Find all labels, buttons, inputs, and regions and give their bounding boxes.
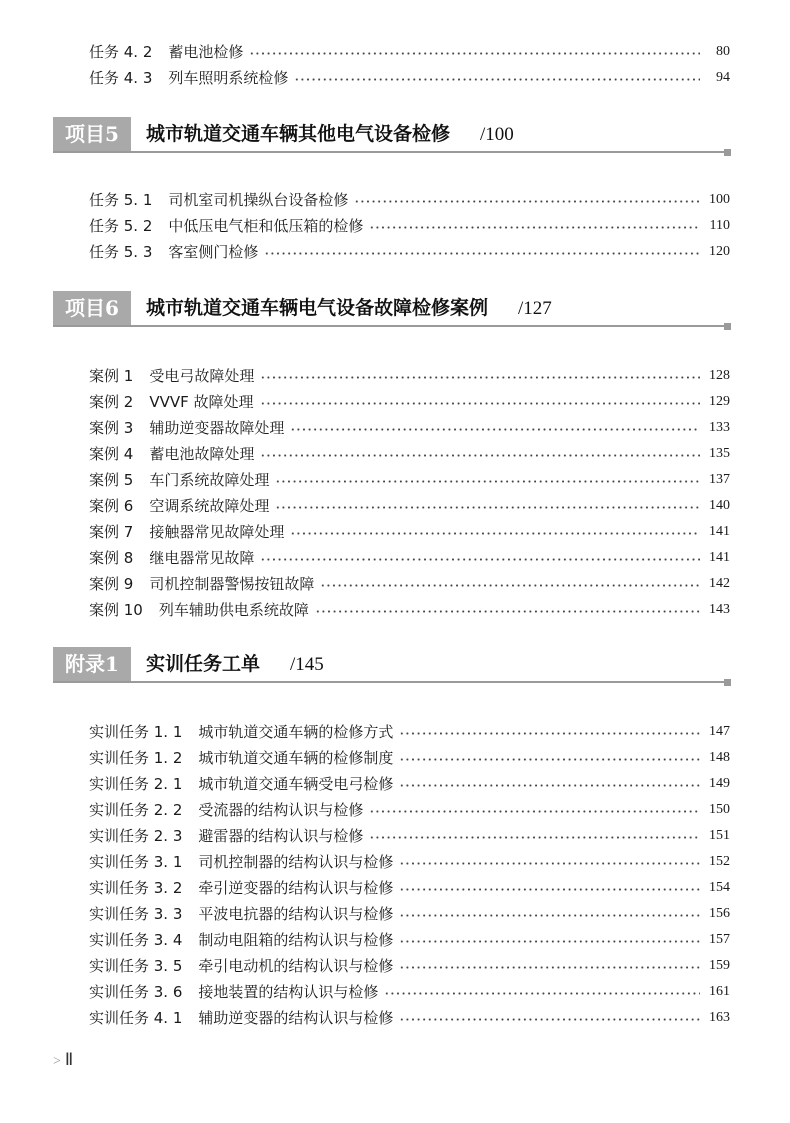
case-label: 案例 1 (89, 367, 134, 385)
page-number: 159 (709, 958, 730, 973)
page-number: 156 (709, 906, 730, 921)
page-number: 137 (709, 472, 730, 487)
toc-entry[interactable] (89, 798, 730, 822)
page-number: 135 (709, 446, 730, 461)
dot-leader (320, 584, 700, 587)
case-title: 车门系统故障处理 (149, 471, 270, 489)
page-number: 129 (709, 394, 730, 409)
training-title: 城市轨道交通车辆的检修制度 (198, 749, 394, 767)
toc-entry[interactable] (89, 546, 730, 570)
toc-entry[interactable] (89, 390, 730, 414)
training-label: 实训任务 3. 2 (89, 879, 183, 897)
section-header-project6[interactable] (53, 291, 731, 327)
case-title: VVVF 故障处理 (149, 393, 254, 411)
dot-leader (249, 52, 700, 55)
toc-entry[interactable] (89, 442, 730, 466)
page-number: 149 (709, 776, 730, 791)
training-title: 制动电阻箱的结构认识与检修 (198, 931, 394, 949)
case-label: 案例 2 (89, 393, 134, 411)
toc-entry[interactable] (89, 980, 730, 1004)
training-label: 实训任务 3. 3 (89, 905, 183, 923)
case-title: 列车辅助供电系统故障 (158, 601, 309, 619)
page-footer (53, 1050, 73, 1070)
case-label: 案例 5 (89, 471, 134, 489)
dot-leader (260, 454, 700, 457)
page-number: 163 (709, 1010, 730, 1025)
dot-leader (399, 758, 700, 761)
toc-entry[interactable] (89, 416, 730, 440)
dot-leader (290, 532, 700, 535)
toc-entry[interactable] (89, 494, 730, 518)
training-title: 辅助逆变器的结构认识与检修 (198, 1009, 394, 1027)
dot-leader (290, 428, 700, 431)
dot-leader (264, 252, 700, 255)
page-number: 150 (709, 802, 730, 817)
dot-leader (384, 992, 700, 995)
dot-leader (260, 558, 700, 561)
section-page: /100 (480, 124, 514, 145)
dot-leader (354, 200, 700, 203)
training-title: 城市轨道交通车辆的检修方式 (198, 723, 394, 741)
page-number: 143 (709, 602, 730, 617)
training-title: 司机控制器的结构认识与检修 (198, 853, 394, 871)
toc-entry[interactable] (89, 1006, 730, 1030)
rule-end-marker (724, 679, 731, 686)
training-title: 受流器的结构认识与检修 (198, 801, 364, 819)
chevron-right-icon: > (53, 1054, 61, 1069)
task-title: 列车照明系统检修 (168, 69, 289, 87)
dot-leader (294, 78, 700, 81)
page-number: 80 (716, 44, 730, 59)
training-label: 实训任务 2. 2 (89, 801, 183, 819)
training-label: 实训任务 3. 5 (89, 957, 183, 975)
toc-entry[interactable] (89, 364, 730, 388)
task-label: 任务 5. 3 (89, 243, 153, 261)
case-title: 接触器常见故障处理 (149, 523, 285, 541)
toc-entry[interactable] (89, 928, 730, 952)
task-label: 任务 5. 2 (89, 217, 153, 235)
case-title: 空调系统故障处理 (149, 497, 270, 515)
page-number: 148 (709, 750, 730, 765)
page-number: 141 (709, 550, 730, 565)
training-label: 实训任务 2. 1 (89, 775, 183, 793)
training-label: 实训任务 2. 3 (89, 827, 183, 845)
page-number: 152 (709, 854, 730, 869)
case-label: 案例 6 (89, 497, 134, 515)
dot-leader (260, 402, 701, 405)
page-number: 154 (709, 880, 730, 895)
toc-entry[interactable] (89, 468, 730, 492)
case-title: 司机控制器警惕按钮故障 (149, 575, 315, 593)
task-label: 任务 5. 1 (89, 191, 153, 209)
case-title: 蓄电池故障处理 (149, 445, 255, 463)
training-label: 实训任务 3. 1 (89, 853, 183, 871)
dot-leader (399, 784, 700, 787)
page-number: 140 (709, 498, 730, 513)
section-title (146, 291, 552, 325)
case-label: 案例 10 (89, 601, 143, 619)
case-title: 辅助逆变器故障处理 (149, 419, 285, 437)
toc-entry[interactable] (89, 954, 730, 978)
toc-entry[interactable] (89, 772, 730, 796)
toc-entry[interactable] (89, 850, 730, 874)
training-title: 接地装置的结构认识与检修 (198, 983, 379, 1001)
page-number: 100 (709, 192, 730, 207)
dot-leader (369, 226, 700, 229)
case-label: 案例 9 (89, 575, 134, 593)
dot-leader (399, 888, 700, 891)
section-header-appendix1[interactable] (53, 647, 731, 683)
section-tab: 项目5 (53, 117, 131, 151)
dot-leader (399, 966, 700, 969)
toc-entry[interactable] (89, 572, 730, 596)
page-number: 94 (716, 70, 730, 85)
page-number: 133 (709, 420, 730, 435)
case-title: 受电弓故障处理 (149, 367, 255, 385)
dot-leader (399, 914, 700, 917)
training-label: 实训任务 4. 1 (89, 1009, 183, 1027)
page-number: 161 (709, 984, 730, 999)
dot-leader (260, 376, 700, 379)
toc-entry[interactable] (89, 598, 730, 622)
dot-leader (399, 1018, 700, 1021)
page-number: 157 (709, 932, 730, 947)
task-label: 任务 4. 3 (89, 69, 153, 87)
toc-entry[interactable] (89, 902, 730, 926)
toc-entry[interactable] (89, 520, 730, 544)
training-title: 避雷器的结构认识与检修 (198, 827, 364, 845)
case-label: 案例 7 (89, 523, 134, 541)
section-title-text: 城市轨道交通车辆其他电气设备检修 (146, 123, 451, 145)
task-title: 中低压电气柜和低压箱的检修 (168, 217, 364, 235)
dot-leader (369, 810, 700, 813)
toc-entry[interactable] (89, 66, 730, 90)
training-title: 平波电抗器的结构认识与检修 (198, 905, 394, 923)
case-label: 案例 3 (89, 419, 134, 437)
case-label: 案例 8 (89, 549, 134, 567)
footer-page-numeral: Ⅱ (64, 1050, 74, 1069)
page-number: 147 (709, 724, 730, 739)
page-number: 128 (709, 368, 730, 383)
training-label: 实训任务 1. 1 (89, 723, 183, 741)
toc-entry[interactable] (89, 214, 730, 238)
section-title-text: 实训任务工单 (146, 653, 261, 675)
dot-leader (399, 940, 700, 943)
training-label: 实训任务 1. 2 (89, 749, 183, 767)
section-tab: 附录1 (53, 647, 131, 681)
dot-leader (369, 836, 700, 839)
toc-entry[interactable] (89, 746, 730, 770)
section-title-text: 城市轨道交通车辆电气设备故障检修案例 (146, 297, 489, 319)
training-title: 牵引电动机的结构认识与检修 (198, 957, 394, 975)
dot-leader (399, 862, 700, 865)
toc-entry[interactable] (89, 876, 730, 900)
training-title: 城市轨道交通车辆受电弓检修 (198, 775, 394, 793)
toc-entry[interactable] (89, 720, 730, 744)
toc-entry[interactable] (89, 240, 730, 264)
dot-leader (275, 480, 700, 483)
section-page: /145 (290, 654, 324, 675)
page-number: 151 (709, 828, 730, 843)
rule-end-marker (724, 323, 731, 330)
section-title (146, 647, 324, 681)
toc-entry[interactable] (89, 188, 730, 212)
case-label: 案例 4 (89, 445, 134, 463)
dot-leader (315, 610, 700, 613)
training-label: 实训任务 3. 6 (89, 983, 183, 1001)
page-number: 142 (709, 576, 730, 591)
page-number: 141 (709, 524, 730, 539)
page-number: 110 (709, 218, 730, 233)
rule-end-marker (724, 149, 731, 156)
toc-entry[interactable] (89, 824, 730, 848)
section-page: /127 (518, 298, 552, 319)
training-title: 牵引逆变器的结构认识与检修 (198, 879, 394, 897)
task-label: 任务 4. 2 (89, 43, 153, 61)
case-title: 继电器常见故障 (149, 549, 255, 567)
page-number: 120 (709, 244, 730, 259)
training-label: 实训任务 3. 4 (89, 931, 183, 949)
task-title: 司机室司机操纵台设备检修 (168, 191, 349, 209)
section-title (146, 117, 514, 151)
task-title: 客室侧门检修 (168, 243, 259, 261)
dot-leader (399, 732, 700, 735)
task-title: 蓄电池检修 (168, 43, 244, 61)
section-header-project5[interactable] (53, 117, 731, 153)
dot-leader (275, 506, 700, 509)
section-tab: 项目6 (53, 291, 131, 325)
toc-entry[interactable] (89, 40, 730, 64)
